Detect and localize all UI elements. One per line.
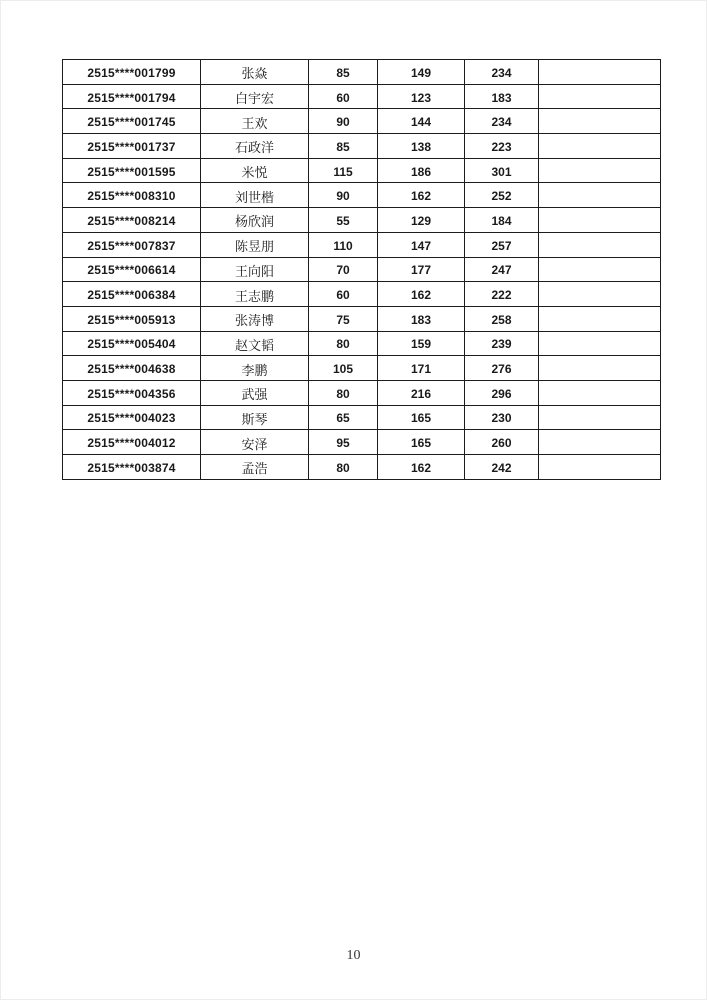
name-cell: 刘世楷 <box>201 183 309 208</box>
table-row <box>63 331 661 356</box>
name-cell: 孟浩 <box>201 455 309 480</box>
score-2-cell: 138 <box>378 134 465 159</box>
table-row <box>63 430 661 455</box>
candidate-id-cell: 2515****001745 <box>63 109 201 134</box>
score-3-cell: 239 <box>465 331 539 356</box>
score-2-cell: 162 <box>378 282 465 307</box>
empty-cell <box>539 331 661 356</box>
score-1-cell: 85 <box>309 134 378 159</box>
score-2-cell: 144 <box>378 109 465 134</box>
empty-cell <box>539 134 661 159</box>
table-row <box>63 232 661 257</box>
name-cell: 斯琴 <box>201 405 309 430</box>
score-table <box>62 59 661 480</box>
score-2-cell: 149 <box>378 60 465 85</box>
candidate-id-cell: 2515****007837 <box>63 232 201 257</box>
score-1-cell: 70 <box>309 257 378 282</box>
empty-cell <box>539 282 661 307</box>
score-2-cell: 147 <box>378 232 465 257</box>
empty-cell <box>539 158 661 183</box>
name-cell: 杨欣润 <box>201 208 309 233</box>
score-1-cell: 80 <box>309 455 378 480</box>
candidate-id-cell: 2515****004012 <box>63 430 201 455</box>
score-2-cell: 129 <box>378 208 465 233</box>
score-1-cell: 90 <box>309 109 378 134</box>
score-1-cell: 85 <box>309 60 378 85</box>
score-2-cell: 162 <box>378 183 465 208</box>
table-row <box>63 60 661 85</box>
score-1-cell: 115 <box>309 158 378 183</box>
score-2-cell: 162 <box>378 455 465 480</box>
score-3-cell: 276 <box>465 356 539 381</box>
table-row <box>63 282 661 307</box>
score-3-cell: 301 <box>465 158 539 183</box>
score-3-cell: 230 <box>465 405 539 430</box>
candidate-id-cell: 2515****006614 <box>63 257 201 282</box>
table-row <box>63 84 661 109</box>
candidate-id-cell: 2515****004638 <box>63 356 201 381</box>
candidate-id-cell: 2515****008310 <box>63 183 201 208</box>
score-2-cell: 216 <box>378 380 465 405</box>
score-2-cell: 123 <box>378 84 465 109</box>
score-3-cell: 234 <box>465 109 539 134</box>
empty-cell <box>539 430 661 455</box>
table-row <box>63 208 661 233</box>
name-cell: 石政洋 <box>201 134 309 159</box>
candidate-id-cell: 2515****008214 <box>63 208 201 233</box>
score-3-cell: 247 <box>465 257 539 282</box>
empty-cell <box>539 380 661 405</box>
score-3-cell: 296 <box>465 380 539 405</box>
name-cell: 王向阳 <box>201 257 309 282</box>
name-cell: 张涛博 <box>201 306 309 331</box>
name-cell: 王欢 <box>201 109 309 134</box>
name-cell: 赵文韬 <box>201 331 309 356</box>
score-1-cell: 90 <box>309 183 378 208</box>
table-row <box>63 380 661 405</box>
candidate-id-cell: 2515****004356 <box>63 380 201 405</box>
score-table-body <box>63 60 661 480</box>
empty-cell <box>539 109 661 134</box>
empty-cell <box>539 306 661 331</box>
name-cell: 陈昱朋 <box>201 232 309 257</box>
score-3-cell: 258 <box>465 306 539 331</box>
candidate-id-cell: 2515****005913 <box>63 306 201 331</box>
table-row <box>63 109 661 134</box>
score-3-cell: 184 <box>465 208 539 233</box>
candidate-id-cell: 2515****001737 <box>63 134 201 159</box>
empty-cell <box>539 208 661 233</box>
score-1-cell: 65 <box>309 405 378 430</box>
score-2-cell: 165 <box>378 405 465 430</box>
score-1-cell: 95 <box>309 430 378 455</box>
empty-cell <box>539 183 661 208</box>
name-cell: 武强 <box>201 380 309 405</box>
page-number: 10 <box>346 948 361 963</box>
score-3-cell: 222 <box>465 282 539 307</box>
score-3-cell: 242 <box>465 455 539 480</box>
table-row <box>63 183 661 208</box>
candidate-id-cell: 2515****001595 <box>63 158 201 183</box>
candidate-id-cell: 2515****004023 <box>63 405 201 430</box>
score-1-cell: 80 <box>309 331 378 356</box>
name-cell: 米悦 <box>201 158 309 183</box>
score-3-cell: 183 <box>465 84 539 109</box>
score-1-cell: 75 <box>309 306 378 331</box>
name-cell: 安泽 <box>201 430 309 455</box>
score-3-cell: 257 <box>465 232 539 257</box>
empty-cell <box>539 60 661 85</box>
table-row <box>63 257 661 282</box>
table-row <box>63 306 661 331</box>
table-row <box>63 158 661 183</box>
empty-cell <box>539 84 661 109</box>
table-row <box>63 455 661 480</box>
table-row <box>63 134 661 159</box>
empty-cell <box>539 257 661 282</box>
name-cell: 王志鹏 <box>201 282 309 307</box>
score-3-cell: 252 <box>465 183 539 208</box>
score-1-cell: 60 <box>309 282 378 307</box>
score-1-cell: 55 <box>309 208 378 233</box>
candidate-id-cell: 2515****005404 <box>63 331 201 356</box>
empty-cell <box>539 405 661 430</box>
score-3-cell: 260 <box>465 430 539 455</box>
score-2-cell: 183 <box>378 306 465 331</box>
score-1-cell: 105 <box>309 356 378 381</box>
table-row <box>63 356 661 381</box>
score-2-cell: 159 <box>378 331 465 356</box>
empty-cell <box>539 356 661 381</box>
name-cell: 白宇宏 <box>201 84 309 109</box>
candidate-id-cell: 2515****001794 <box>63 84 201 109</box>
candidate-id-cell: 2515****001799 <box>63 60 201 85</box>
empty-cell <box>539 232 661 257</box>
name-cell: 张焱 <box>201 60 309 85</box>
score-1-cell: 80 <box>309 380 378 405</box>
candidate-id-cell: 2515****006384 <box>63 282 201 307</box>
table-row <box>63 405 661 430</box>
score-3-cell: 223 <box>465 134 539 159</box>
score-2-cell: 165 <box>378 430 465 455</box>
empty-cell <box>539 455 661 480</box>
candidate-id-cell: 2515****003874 <box>63 455 201 480</box>
score-2-cell: 186 <box>378 158 465 183</box>
score-3-cell: 234 <box>465 60 539 85</box>
score-2-cell: 177 <box>378 257 465 282</box>
score-2-cell: 171 <box>378 356 465 381</box>
score-1-cell: 60 <box>309 84 378 109</box>
name-cell: 李鹏 <box>201 356 309 381</box>
score-1-cell: 110 <box>309 232 378 257</box>
